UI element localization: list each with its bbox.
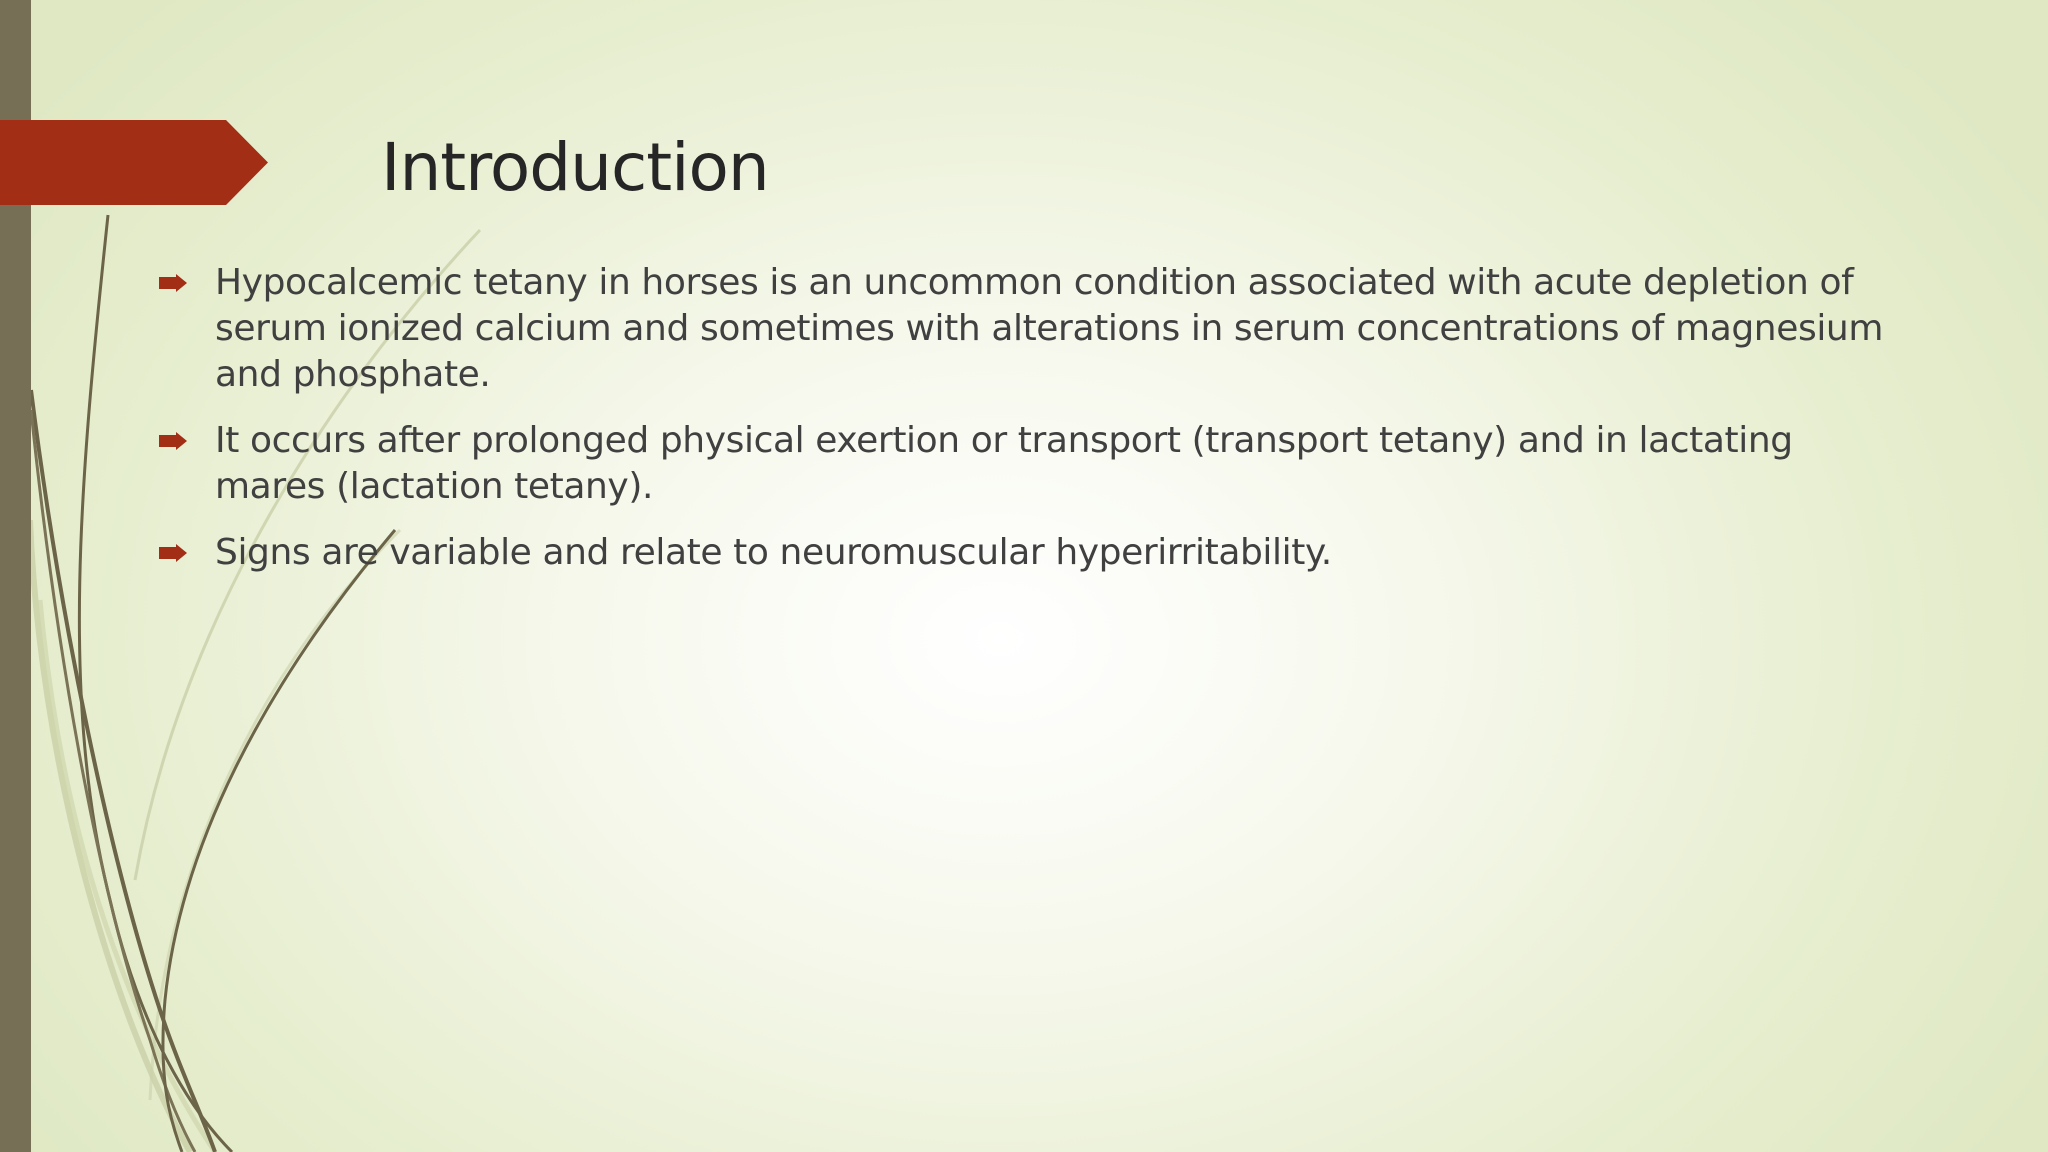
- title-arrow-tab: [0, 120, 270, 205]
- bullet-item: [155, 418, 1895, 510]
- bullet-item: [155, 260, 1895, 398]
- slide-title: Introduction: [381, 129, 769, 206]
- bullet-text: Hypocalcemic tetany in horses is an uncommon condition associated with acute depletion of serum ionized calcium and sometimes with alterations in serum concentrations of magnesium and phosphate.: [215, 262, 1884, 395]
- arrow-right-icon: [159, 544, 189, 562]
- bullet-list: [155, 260, 1895, 596]
- bullet-item: [155, 530, 1895, 576]
- arrow-right-icon: [159, 432, 189, 450]
- bullet-text: Signs are variable and relate to neuromuscular hyperirritability.: [215, 532, 1332, 573]
- arrow-right-icon: [159, 274, 189, 292]
- bullet-text: It occurs after prolonged physical exertion or transport (transport tetany) and in lactating mares (lactation tetany).: [215, 420, 1793, 507]
